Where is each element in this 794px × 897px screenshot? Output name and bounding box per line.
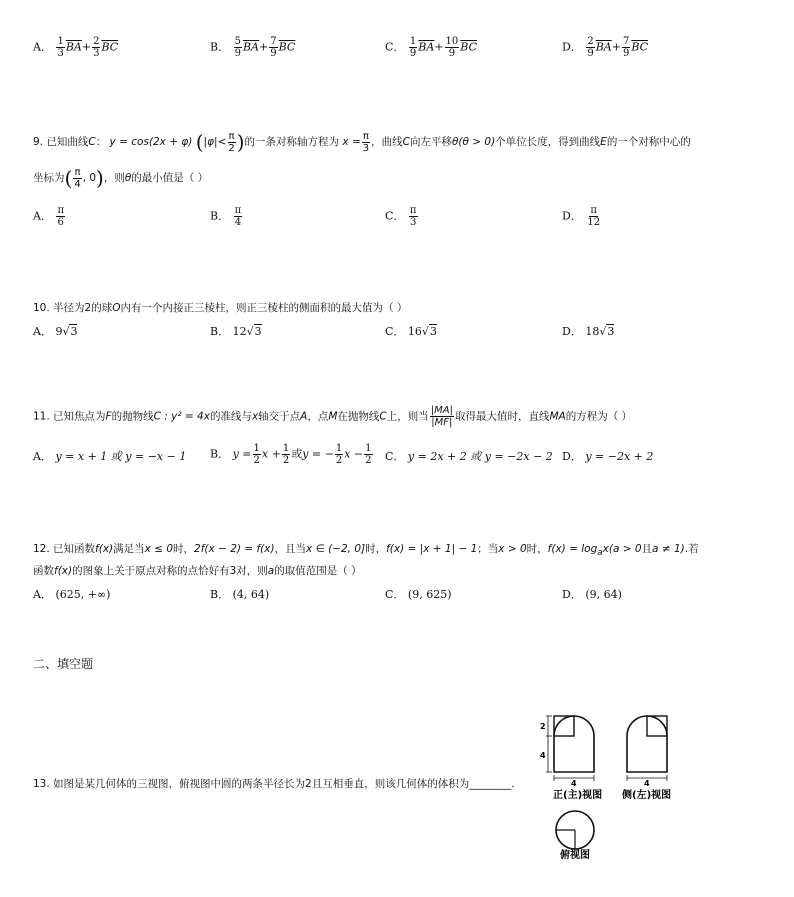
- q8-option-d[interactable]: D． $\frac{2}{9}$ $\overline{BA}+$ $\frac{7}{9}$ $\overline{BC}$: [562, 36, 649, 59]
- dim-width-side: 4: [644, 779, 650, 788]
- q10-option-b[interactable]: B． 12√3: [210, 325, 262, 338]
- q11-option-a[interactable]: A． y = x + 1 或 y = −x − 1: [33, 450, 187, 463]
- q9-option-c[interactable]: C． $\frac{\pi}{3}$: [385, 205, 417, 228]
- dim-height-4: 4: [540, 751, 546, 760]
- q10-option-a[interactable]: A． 9√3: [33, 325, 78, 338]
- q9-option-a[interactable]: A． $\frac{\pi}{6}$: [33, 205, 65, 228]
- q10-option-d[interactable]: D． 18√3: [562, 325, 615, 338]
- q9-stem-line1: 9. 已知曲线C： y = cos(2x + φ) (|φ|< $\frac{\pi}{2}$ )的一条对称轴方程为 x = $\frac{\pi}{3}$ ，曲线C向左平移θ(θ > 0)个单位长度，得到曲线E的一个对称中心的: [33, 130, 691, 154]
- q10-stem: 10. 半径为2的球O内有一个内接正三棱柱，则正三棱柱的侧面积的最大值为（ ）: [33, 302, 408, 314]
- dim-width-front: 4: [571, 779, 577, 788]
- q9-option-d[interactable]: D． $\frac{\pi}{12}$: [562, 205, 601, 228]
- q11-option-b[interactable]: B． y = $\frac{1}{2}$ x + $\frac{1}{2}$ 或y = − $\frac{1}{2}$ x − $\frac{1}{2}$: [210, 443, 372, 466]
- q8-option-b[interactable]: B． $\frac{5}{9}$ $\overline{BA}+$ $\frac{7}{9}$ $\overline{BC}$: [210, 36, 296, 59]
- q11-option-d[interactable]: D． y = −2x + 2: [562, 450, 654, 463]
- q11-stem: 11. 已知焦点为F的抛物线C : y² = 4x的准线与x轴交于点A，点M在抛物线C上，则当 $\frac{|MA|}{|MF|}$ 取得最大值时，直线MA的方程为（ ）: [33, 405, 633, 428]
- q12-option-d[interactable]: D． (9, 64): [562, 588, 622, 601]
- q12-stem-line2: 函数f(x)的图象上关于原点对称的点恰好有3对，则a的取值范围是（ ）: [33, 565, 362, 577]
- q12-option-c[interactable]: C． (9, 625): [385, 588, 452, 601]
- top-view-label: 俯视图: [560, 850, 590, 861]
- q12-stem-line1: 12. 已知函数f(x)满足当x ≤ 0时，2f(x − 2) = f(x)，且当x ∈ (−2, 0]时，f(x) = |x + 1| − 1；当x > 0时，$f(x) = \log_ax(a > 0$且a ≠ 1).若: [33, 543, 699, 559]
- q9-stem-line2: 坐标为( $\frac{\pi}{4}$ , 0)，则θ的最小值是（ ）: [33, 166, 209, 190]
- dim-height-2: 2: [540, 722, 546, 731]
- q8-option-a[interactable]: A． $\frac{1}{3}$ $\overline{BA}+$ $\frac{2}{3}$ $\overline{BC}$: [33, 36, 119, 59]
- q11-option-c[interactable]: C． y = 2x + 2 或 y = −2x − 2: [385, 450, 553, 463]
- q8-option-c[interactable]: C． $\frac{1}{9}$ $\overline{BA}+$ $\frac{10}{9}$ $\overline{BC}$: [385, 36, 477, 59]
- three-view-figure: [538, 712, 688, 872]
- front-view: [540, 716, 602, 801]
- q12-option-b[interactable]: B． (4, 64): [210, 588, 270, 601]
- q10-option-c[interactable]: C． 16√3: [385, 325, 437, 338]
- front-view-label: 正(主)视图: [553, 790, 603, 801]
- q12-option-a[interactable]: A． (625, +∞): [33, 588, 111, 601]
- section-title-fill-in: 二、填空题: [33, 657, 94, 671]
- q13-stem: 13. 如图是某几何体的三视图，俯视图中圆的两条半径长为2且互相垂直，则该几何体的体积为________.: [33, 778, 515, 790]
- side-view-label: 侧(左)视图: [622, 790, 672, 801]
- top-view: [556, 811, 594, 861]
- side-view: [621, 716, 671, 801]
- q9-option-b[interactable]: B． $\frac{\pi}{4}$: [210, 205, 242, 228]
